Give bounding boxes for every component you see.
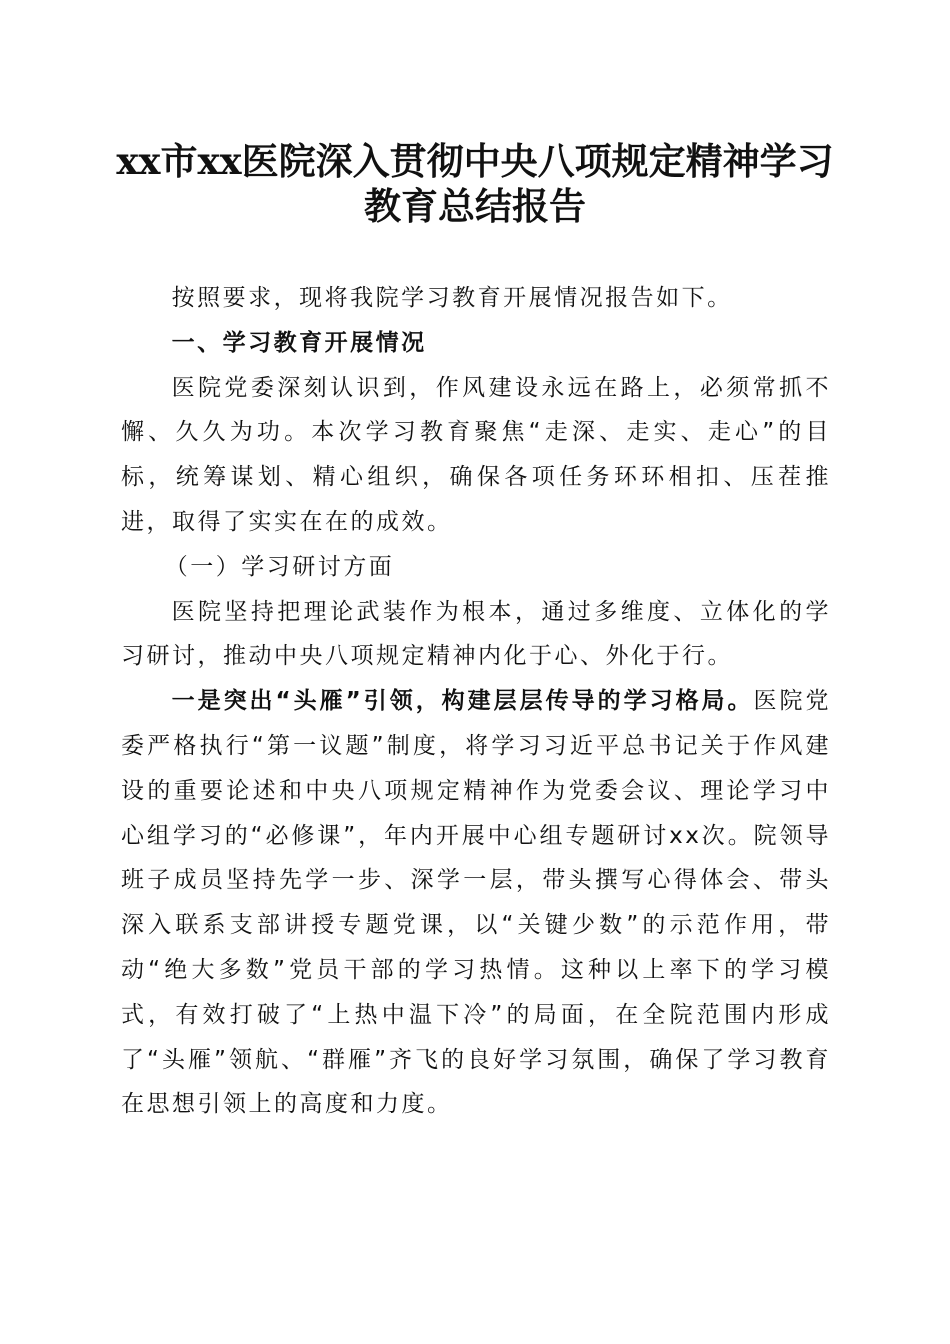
intro-paragraph: 按照要求，现将我院学习教育开展情况报告如下。 bbox=[171, 285, 733, 311]
section-paragraph: 医院党委深刻认识到，作风建设永远在路上，必须常抓不懈、久久为功。本次学习教育聚焦“走深、走实、走心”的目标，统筹谋划、精心组织，确保各项任务环环相扣、压茬推进，取得了实实在在的成效。 bbox=[121, 374, 831, 535]
subsection-heading: （一）学习研讨方面 bbox=[164, 553, 395, 580]
point-paragraph bbox=[121, 679, 831, 1127]
subsection-paragraph: 医院坚持把理论武装作为根本，通过多维度、立体化的学习研讨，推动中央八项规定精神内化于心、外化于行。 bbox=[121, 598, 831, 670]
point-lead: 一是突出“头雁”引领，构建层层传导的学习格局。 bbox=[171, 688, 754, 715]
point-body: 医院党委严格执行“第一议题”制度，将学习习近平总书记关于作风建设的重要论述和中央八项规定精神作为党委会议、理论学习中心组学习的“必修课”，年内开展中心组专题研讨xx次。院领导班子成员坚持先学一步、深学一层，带头撰写心得体会、带头深入联系支部讲授专题党课，以“关键少数”的示范作用，带动“绝大多数”党员干部的学习热情。这种以上率下的学习模式，有效打破了“上热中温下冷”的局面，在全院范围内形成了“头雁”领航、“群雁”齐飞的良好学习氛围，确保了学习教育在思想引领上的高度和力度。 bbox=[121, 688, 832, 1118]
document-body bbox=[121, 276, 831, 1127]
document-title-line-1: xx市xx医院深入贯彻中央八项规定精神学习 bbox=[116, 139, 834, 183]
document-title-line-2: 教育总结报告 bbox=[364, 184, 586, 228]
section-heading: 一、学习教育开展情况 bbox=[171, 329, 427, 356]
